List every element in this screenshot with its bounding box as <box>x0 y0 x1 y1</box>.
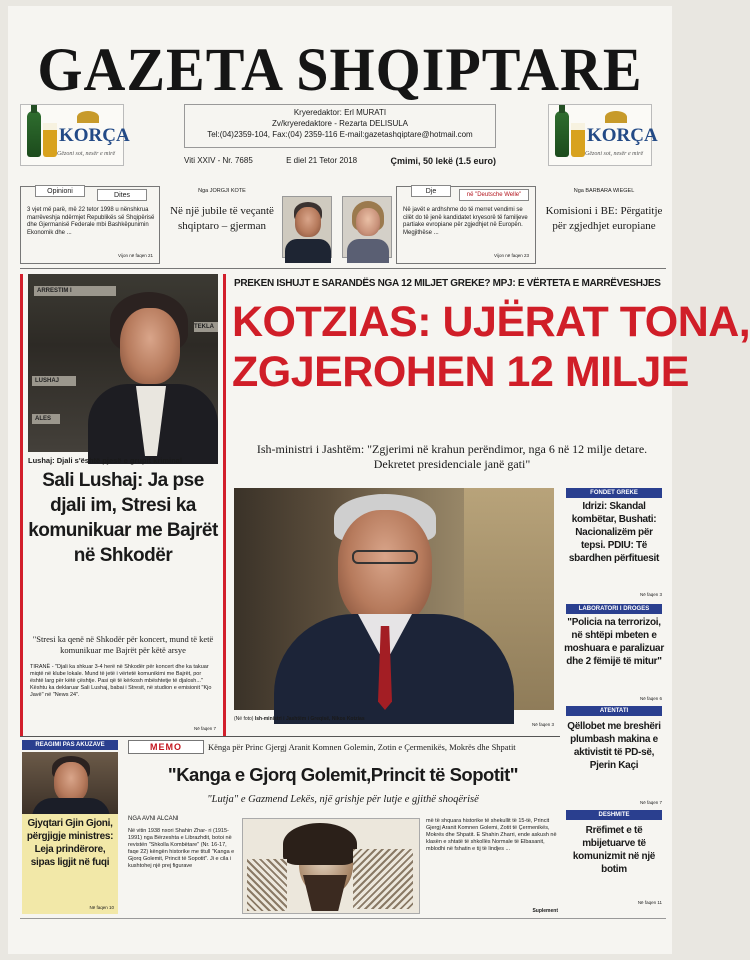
sidebar-headline[interactable]: Rrëfimet e të mbijetuarve të komunizmit në një botim <box>572 825 656 875</box>
newspaper-front-page <box>8 6 750 954</box>
issue-price: Çmimi, 50 lekë (1.5 euro) <box>390 156 496 166</box>
lushaj-tv-photo <box>28 274 218 452</box>
sidebar-ref: Në faqen 3 <box>639 592 662 597</box>
sidebar-label: FONDET GREKE <box>566 488 662 498</box>
lushaj-ref: Në faqen 7 <box>193 726 216 731</box>
tv-label: ARRESTIM I <box>34 286 116 296</box>
kotzias-photo <box>234 488 554 710</box>
dw-tag-source: në "Deutsche Welle" <box>459 189 529 201</box>
sidebar-label: ATENTATI <box>566 706 662 716</box>
tv-label: ALES <box>32 414 60 424</box>
divider <box>20 268 666 269</box>
ad-slogan: Gëzoni sot, nesër e mirë <box>57 151 116 157</box>
dw-text: Në javët e ardhshme do të merret vendimi se cilët do të jenë kandidatet kryesorë të familjeve partiake evropiane për zgjedhjet në Europën. Megjithëse ... <box>403 207 528 236</box>
opinion-ref: Vijon në faqen 21 <box>118 253 153 258</box>
crest-icon <box>77 111 99 123</box>
wiegel-title: Komisioni i BE: Përgatitje për zgjedhjet europiane <box>545 205 663 232</box>
kote-byline: Nga JORGJI KOTE <box>198 188 246 194</box>
sidebar-label: LABORATORI I DROGES <box>566 604 662 614</box>
beer-bottle-icon <box>27 111 41 157</box>
memo-ref: Suplement <box>532 908 558 914</box>
wiegel-byline: Nga BARBARA WIEGEL <box>573 188 635 194</box>
gjoni-label: REAGIMI PAS AKUZAVE <box>22 740 118 750</box>
dw-tag: Dje <box>411 185 451 197</box>
opinion-text: 3 vjet më parë, më 22 tetor 1998 u nënshkrua marrëveshja ndërmjet Republikës së Shqipërisë dhe Gjermanisë Federale mbi Bashkëpunimin Ekonomik dhe ... <box>27 207 155 236</box>
main-subhead: Ish-ministri i Jashtëm: "Zgjerimi në krahun perëndimor, nga 6 në 12 milje detare. Dekretet presidenciale janë gati" <box>256 442 648 471</box>
sidebar-ref: Në faqen 11 <box>637 900 662 905</box>
lushaj-headline[interactable]: Sali Lushaj: Ja pse djali im, Stresi ka komunikuar me Bajrët në Shkodër <box>28 470 218 566</box>
deputy-editor: Zv/kryeredaktore - Rezarta DELISULA <box>271 119 409 128</box>
ad-brand: KORÇA <box>587 125 658 146</box>
contact-line: Tel:(04)2359-104, Fax:(04) 2359-116 E-mail:gazetashqiptare@hotmail.com <box>207 130 473 139</box>
gjoni-headline: Gjyqtari Gjin Gjoni, përgjigje ministres: Leja prindërore, sipas ligjit në fuqi <box>26 818 114 868</box>
korca-beer-ad-right[interactable] <box>548 104 658 166</box>
crest-icon <box>605 111 627 123</box>
korca-beer-ad-left[interactable] <box>20 104 130 166</box>
kote-portrait <box>282 196 332 258</box>
caption-tag: (Në foto) <box>234 716 254 722</box>
ad-brand: KORÇA <box>59 125 130 146</box>
sidebar-ref: Në faqen 6 <box>639 696 662 701</box>
sidebar-headline[interactable]: "Policia na terrorizoi, në shtëpi mbeten e moshuara e paralizuar dhe 2 fëmijë të mitur" <box>564 617 664 667</box>
dw-ref: Vijon në faqen 23 <box>494 253 529 258</box>
memo-logo[interactable] <box>128 740 204 754</box>
beer-bottle-icon <box>555 111 569 157</box>
opinion-tag-days: Dites <box>97 189 147 201</box>
sidebar-headline[interactable]: Qëllobet me breshëri plumbash makina e aktivistit të PD-së, Pjerin Kaçi <box>567 721 661 771</box>
issue-date: E diel 21 Tetor 2018 <box>286 156 358 165</box>
caption-text: Ish-ministri i Jashtëm i Greqisë, Nikos Kotzias <box>254 716 365 722</box>
opinion-teaser[interactable] <box>20 186 160 264</box>
editorial-info <box>184 104 496 148</box>
right-red-rule <box>223 274 226 736</box>
memo-strap: Kënga për Princ Gjergj Aranit Komnen Golemin, Zotin e Çermenikës, Mokrës dhe Shpatit <box>208 742 516 752</box>
memo-col2: më të shquara historike të shekullit të 15-të, Princit Gjergj Aranit Komnen Golemi, Zotit të Çermenikës, Mokrës dhe Shpatit. E Shahin Zharri, ende askush në klasën e shtatë të shkollës Normale të Elbasanit, mblodhi në fshatin e tij të lindjes ... <box>426 818 557 852</box>
masthead-title: GAZETA SHQIPTARE <box>37 35 643 104</box>
gjoni-box[interactable] <box>22 814 118 914</box>
ad-slogan: Gëzoni sot, nesër e mirë <box>585 151 644 157</box>
wiegel-portrait <box>342 196 392 258</box>
editor-in-chief: Kryeredaktor: Erl MURATI <box>293 108 387 117</box>
sidebar-ref: Në faqen 7 <box>639 800 662 805</box>
tv-label: TEKLA <box>194 322 218 332</box>
main-kicker: PREKEN ISHUJT E SARANDËS NGA 12 MILJET GREKE? MPJ: E VËRTETA E MARRËVESHJES <box>234 278 661 289</box>
left-red-rule <box>20 274 23 736</box>
opinion-tag: Opinioni <box>35 185 85 197</box>
gjoni-ref: Në faqen 10 <box>89 905 114 910</box>
kote-title: Në një jubile të veçantë shqiptaro – gjerman <box>170 205 274 232</box>
memo-byline: NGA AVNI ALCANI <box>128 816 179 822</box>
main-ref: Në faqen 3 <box>531 722 554 727</box>
gjoni-photo <box>22 752 118 814</box>
golemi-engraving <box>242 818 420 914</box>
issue-line <box>184 156 496 166</box>
lushaj-body: TIRANË - "Djali ka shkuar 3-4 herë në Shkodër për koncert dhe ka takuar miqtë në klube lokale. Mund të jetë i vërtetë komunikimi me Bajrët, por është larg për këtë çështje. Pasi që të kërkosh mbështetje të djalosh..." Kështu ka deklaruar Sali Lushaj, babai i Stresit, në studion e emisionit "Kjo Javë" në "News 24". <box>30 664 212 698</box>
memo-logo-text: MEMO <box>150 742 182 752</box>
beer-glass-icon <box>571 123 585 157</box>
wiegel-teaser[interactable] <box>542 188 666 262</box>
lushaj-kicker: Lushaj: Djali s'është pjesë e grupit kriminal <box>28 456 182 465</box>
dw-teaser[interactable] <box>396 186 536 264</box>
divider <box>20 918 666 919</box>
main-headline-line2[interactable]: ZGJEROHEN 12 MILJE <box>232 348 689 396</box>
memo-subhead: "Lutja" e Gazmend Lekës, një grishje për lutje e gjithë shoqërisë <box>207 794 479 805</box>
issue-volume: Viti XXIV - Nr. 7685 <box>184 156 253 165</box>
divider <box>20 736 560 737</box>
beer-glass-icon <box>43 123 57 157</box>
sidebar <box>562 488 666 928</box>
kote-teaser[interactable] <box>166 188 278 262</box>
sidebar-headline[interactable]: Idrizi: Skandal kombëtar, Bushati: Nacionalizëm për tepsi. PDIU: Të sbardhen përfituesit <box>568 501 660 564</box>
memo-col1: Në vitin 1938 nxori Shahin Zhar- ri (1915-1991) nga Bërzeshta e Librazhdit, botoi në revistën "Shkolla Kombëtare" (Nr. 16-17, faqe 22) këngën historike me titull "Kanga e Gjorq Golemit, Princit të Sopotit". Ji e cila i kushtohej një prej figurave <box>128 828 235 869</box>
main-headline-line1[interactable]: KOTZIAS: UJËRAT TONA, <box>232 298 750 346</box>
sidebar-label: DESHMITE <box>566 810 662 820</box>
tv-label: LUSHAJ <box>32 376 76 386</box>
lushaj-quote: "Stresi ka qenë në Shkodër për koncert, mund të ketë komunikuar me Bajrët për këtë arsye <box>32 634 214 655</box>
memo-headline[interactable]: "Kanga e Gjorq Golemit,Princit të Sopotit" <box>167 764 519 785</box>
